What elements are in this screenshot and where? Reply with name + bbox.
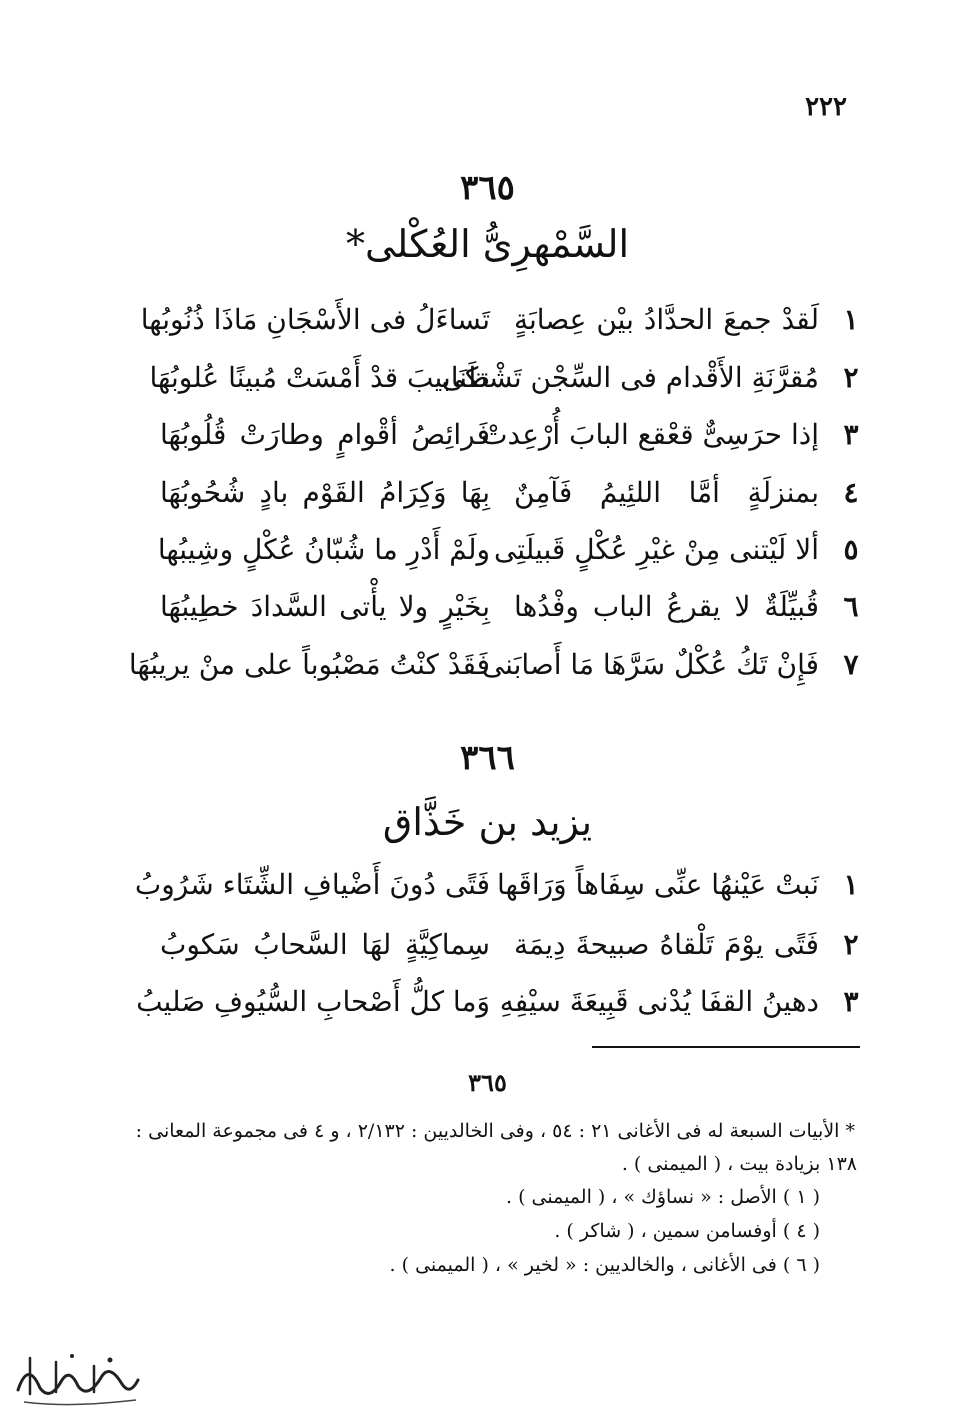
verse-first-hemistich: دهينُ القفَا يُدْنى قَبِيعَةَ سيْفِهِ [499,985,819,1018]
verse-number: ٤ [843,476,859,509]
verse-number: ٥ [843,533,859,566]
verse-number: ٧ [843,648,859,681]
notes-poem-number: ٣٦٥ [468,1068,507,1097]
verse-number: ٢ [843,928,859,961]
verse-second-hemistich: ولَمْ أَدْرِ ما شُبّانُ عُكْلٍ وشِيبُها [157,533,490,566]
verse-number: ١ [843,868,859,901]
verse-second-hemistich: فَقَدْ كنْتُ مَصْبُوباً على منْ يريبُهَا [128,648,490,681]
verse-second-hemistich: ظَنَابيبَ قدْ أَمْسَتْ مُبينًا عُلوبُهَا [149,361,490,394]
library-logo-icon [10,1340,145,1410]
verse-line [157,533,865,573]
verse-line [160,928,865,968]
verse-number: ٣ [843,985,859,1018]
footnote-line: ١٣٨ بزيادة بيت ، ( الميمنى ) . [621,1153,857,1175]
verse-number: ٣ [843,418,859,451]
verse-second-hemistich: سِماكِيَّةٍ لهَا السَّحابُ سَكوبُ [160,928,490,961]
footnote-line: * الأبيات السبعة له فى الأغانى ٢١ : ٥٤ ، وفى الخالديين : ٢/١٣٢ ، و ٤ فى مجموعة المعانى : [135,1120,855,1142]
verse-line [160,476,865,516]
verse-line [149,361,865,401]
verse-first-hemistich: إذا حرَسِىٌّ قعْقع البابَ أُرْعِدتْ [481,418,819,451]
poem-number: ٣٦٦ [460,738,515,778]
verse-first-hemistich: نَبتْ عَيْنهُا عنِّى سِفَاهاً وَرَاقَها [497,868,819,901]
verse-second-hemistich: تَساءَلُ فى الأَسْجَانِ مَاذَا ذُنُوبُها [140,303,490,336]
poet-name: يزيد بن خَذَّاق [382,800,593,844]
verse-first-hemistich: قُبيِّلَةٌ لا يقرعُ الباب وفْدُها [514,590,819,623]
verse-first-hemistich: فَإِنْ تَكُ عُكْلٌ سَرَّهَا مَا أَصابَنى [481,648,819,681]
verse-line [128,648,865,688]
verse-line [160,418,865,458]
verse-second-hemistich: وَما كلُّ أَصْحابِ السُّيُوفِ صَليبُ [136,985,490,1018]
verse-first-hemistich: فَتًى يوْمَ تَلْقاهُ صبيحةَ دِيمَة [514,928,819,961]
footnote-line: ( ١ ) الأصل : « نساؤك » ، ( الميمنى ) . [505,1186,820,1208]
verse-second-hemistich: فَرائِصُ أقْوامٍ وطارَتْ قُلُوبُهَا [160,418,490,451]
verse-line [160,590,865,630]
verse-number: ٢ [843,361,859,394]
poet-name: السَّمْهرِىُّ العُكْلى* [345,222,629,266]
verse-first-hemistich: ألا لَيْتنى مِنْ غيْرِ عُكْلٍ قَبيلَتِى [493,533,819,566]
poem-number: ٣٦٥ [460,168,515,208]
verse-line [134,868,865,908]
verse-first-hemistich: بمنزلَةٍ أمَّا اللئِيمُ فَآمِنٌ [514,476,819,509]
verse-first-hemistich: لَقدْ جمعَ الحدَّادُ بيْن عِصابَةٍ [514,303,819,336]
verse-second-hemistich: فَتًى دُونَ أَضْيافِ الشِّتَاء شَرُوبُ [134,868,490,901]
footnote-line: ( ٦ ) فى الأغانى ، والخالديين : « لخير » ، ( الميمنى ) . [389,1254,820,1276]
verse-second-hemistich: بِهَا وَكِرَامُ القَوْم بادٍ شُحُوبُهَا [160,476,490,509]
footnote-separator [592,1046,860,1048]
verse-second-hemistich: بِخَيْرٍ ولا يأْتى السَّدادَ خطِيبُهَا [160,590,490,623]
verse-line [140,303,865,343]
verse-number: ١ [843,303,859,336]
verse-number: ٦ [843,590,859,623]
verse-first-hemistich: مُقرَّنَةِ الأَقْدام فى السِّجْن تَشْتكى [441,361,819,394]
page-number: ٢٢٢ [805,92,847,122]
footnote-line: ( ٤ ) أوفسامن سمين ، ( شاكر ) . [554,1220,820,1242]
verse-line [136,985,865,1025]
